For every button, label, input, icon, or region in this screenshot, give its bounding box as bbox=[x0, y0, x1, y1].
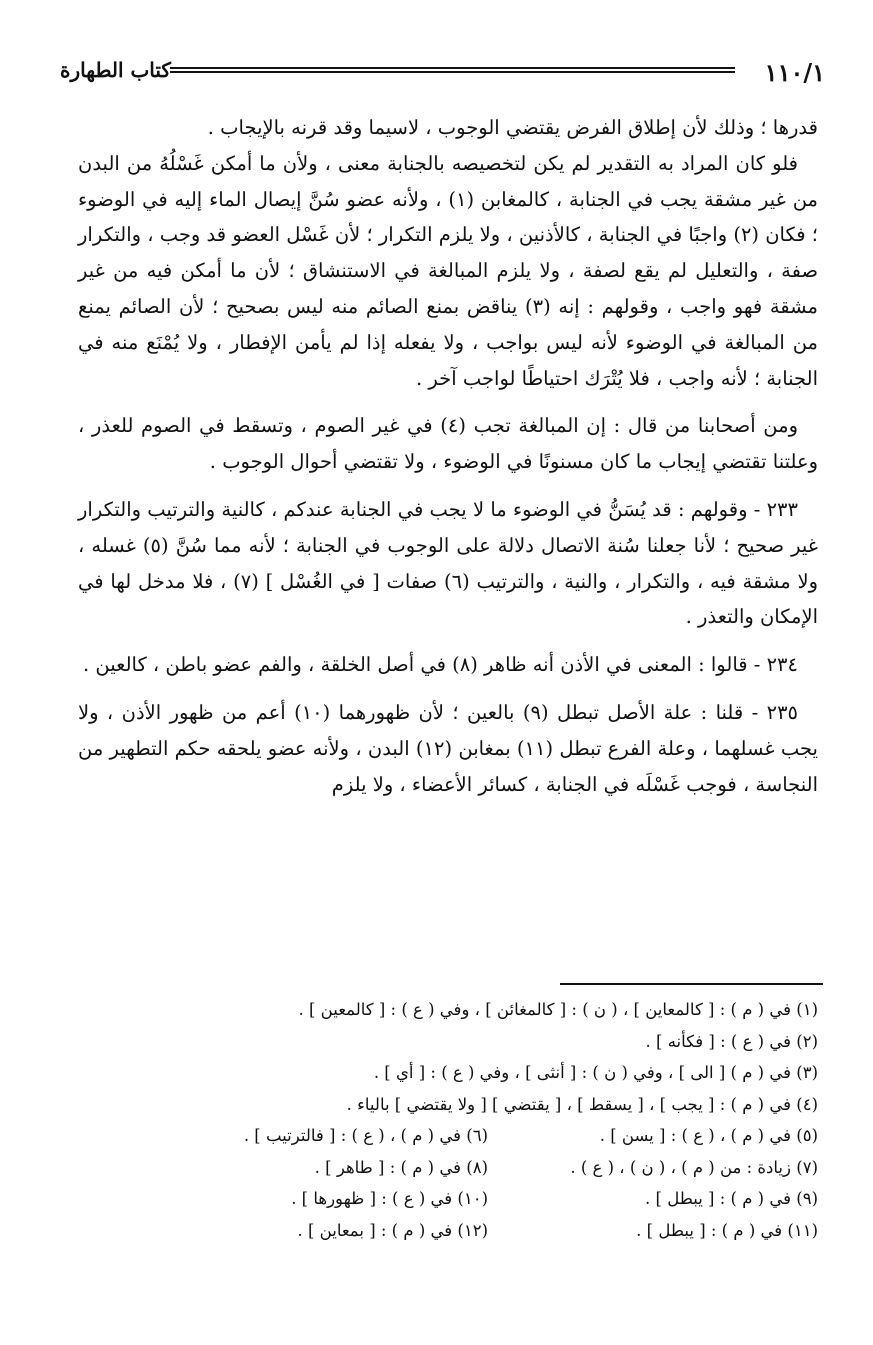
paragraph: ٢٣٣ - وقولهم : قد يُسَنُّ في الوضوء ما لا يجب في الجنابة عندكم ، كالنية والترتيب والتكرار غير صحيح ؛ لأنا جعلنا سُنة الاتصال دلالة على الوجوب في الجنابة ؛ لأنه مما سُنَّ (٥) غسله ، ولا مشقة فيه ، والتكرار ، والنية ، والترتيب (٦) صفات [ في الغُسْل ] (٧) ، فلا مدخل لها في الإمكان والتعذر . bbox=[78, 497, 818, 629]
footnote: (١٢) في ( م ) : [ بمعاين ] . bbox=[297, 1220, 488, 1240]
paragraph: قدرها ؛ وذلك لأن إطلاق الفرض يقتضي الوجوب ، لاسيما وقد قرنه بالإيجاب . bbox=[207, 116, 818, 139]
book-title: كتاب الطهارة bbox=[60, 58, 171, 82]
main-text bbox=[78, 110, 818, 802]
footnote: (٩) في ( م ) : [ يبطل ] . bbox=[645, 1189, 818, 1208]
footnote: (٦) في ( م ) ، ( ع ) : [ فالترتيب ] . bbox=[243, 1126, 488, 1145]
footnote: (٥) في ( م ) ، ( ع ) : [ يسن ] . bbox=[599, 1126, 818, 1145]
footnote: (٤) في ( م ) : [ يجب ] ، [ يسقط ] ، [ يقتضي ] [ ولا يقتضي ] بالياء . bbox=[346, 1094, 818, 1114]
page-number: ١١٠/١ bbox=[764, 58, 825, 87]
footnote-separator bbox=[560, 983, 823, 985]
footnote: (١١) في ( م ) : [ يبطل ] . bbox=[636, 1220, 818, 1240]
footnote-row bbox=[118, 1215, 818, 1247]
footnote: (٧) زيادة : من ( م ) ، ( ن ) ، ( ع ) . bbox=[570, 1157, 818, 1177]
footnote: (٨) في ( م ) : [ طاهر ] . bbox=[314, 1157, 488, 1177]
page-header bbox=[60, 58, 825, 92]
paragraph: فلو كان المراد به التقدير لم يكن لتخصيصه بالجنابة معنى ، ولأن ما أمكن غَسْلُهُ من البدن من غير مشقة يجب في الجنابة ، كالمغابن (١) ، ولأنه عضو سُنَّ إيصال الماء إليه في الوضوء ؛ فكان (٢) واجبًا في الجنابة ، كالأذنين ، ولا يلزم التكرار ؛ لأن غَسْل العضو قد وجب ، والتكرار صفة ، والتعليل لم يقع لصفة ، ولا يلزم المبالغة في الاستنشاق ؛ لأن ما أمكن فيه من غير مشقة فهو واجب ، وقولهم : إنه (٣) يناقض بمنع الصائم منه ليس بصحيح ؛ لأن الصائم يمنع من المبالغة في الوضوء لأنه ليس بواجب ، ولا يفعله إذا لم يأمن الإفطار ، ولا يُمْنَع منه في الجنابة ؛ لأنه واجب ، فلا يُتْرَك احتياطًا لواجب آخر . bbox=[78, 151, 818, 390]
footnotes bbox=[118, 994, 818, 1246]
header-double-rule bbox=[170, 67, 735, 73]
footnote: (٣) في ( م ) [ الى ] ، وفي ( ن ) : [ أنثى ] ، وفي ( ع ) : [ أي ] . bbox=[373, 1063, 818, 1082]
footnote-row bbox=[118, 994, 818, 1026]
footnote-row bbox=[118, 1057, 818, 1089]
footnote-row bbox=[118, 1026, 818, 1058]
footnote: (١٠) في ( ع ) : [ ظهورها ] . bbox=[291, 1189, 488, 1208]
paragraph: ومن أصحابنا من قال : إن المبالغة تجب (٤) في غير الصوم ، وتسقط في الصوم للعذر ، وعلتنا تقتضي إيجاب ما كان مسنونًا في الوضوء ، ولا تقتضي أحوال الوجوب . bbox=[78, 414, 818, 474]
footnote-row bbox=[118, 1120, 818, 1152]
footnote-row bbox=[118, 1089, 818, 1121]
footnote: (١) في ( م ) : [ كالمعاين ] ، ( ن ) : [ كالمغائن ] ، وفي ( ع ) : [ كالمعين ] . bbox=[298, 1000, 818, 1019]
footnote-row bbox=[118, 1183, 818, 1215]
paragraph: ٢٣٥ - قلنا : علة الأصل تبطل (٩) بالعين ؛ لأن ظهورهما (١٠) أعم من ظهور الأذن ، ولا يجب غسلهما ، وعلة الفرع تبطل (١١) بمغابن (١٢) البدن ، ولأنه عضو يلحقه حكم التطهير من النجاسة ، فوجب غَسْلَه في الجنابة ، كسائر الأعضاء ، ولا يلزم bbox=[78, 700, 818, 796]
footnote-row bbox=[118, 1152, 818, 1184]
paragraph: ٢٣٤ - قالوا : المعنى في الأذن أنه ظاهر (٨) في أصل الخلقة ، والفم عضو باطن ، كالعين . bbox=[83, 653, 798, 677]
footnote: (٢) في ( ع ) : [ فكأنه ] . bbox=[645, 1031, 818, 1051]
